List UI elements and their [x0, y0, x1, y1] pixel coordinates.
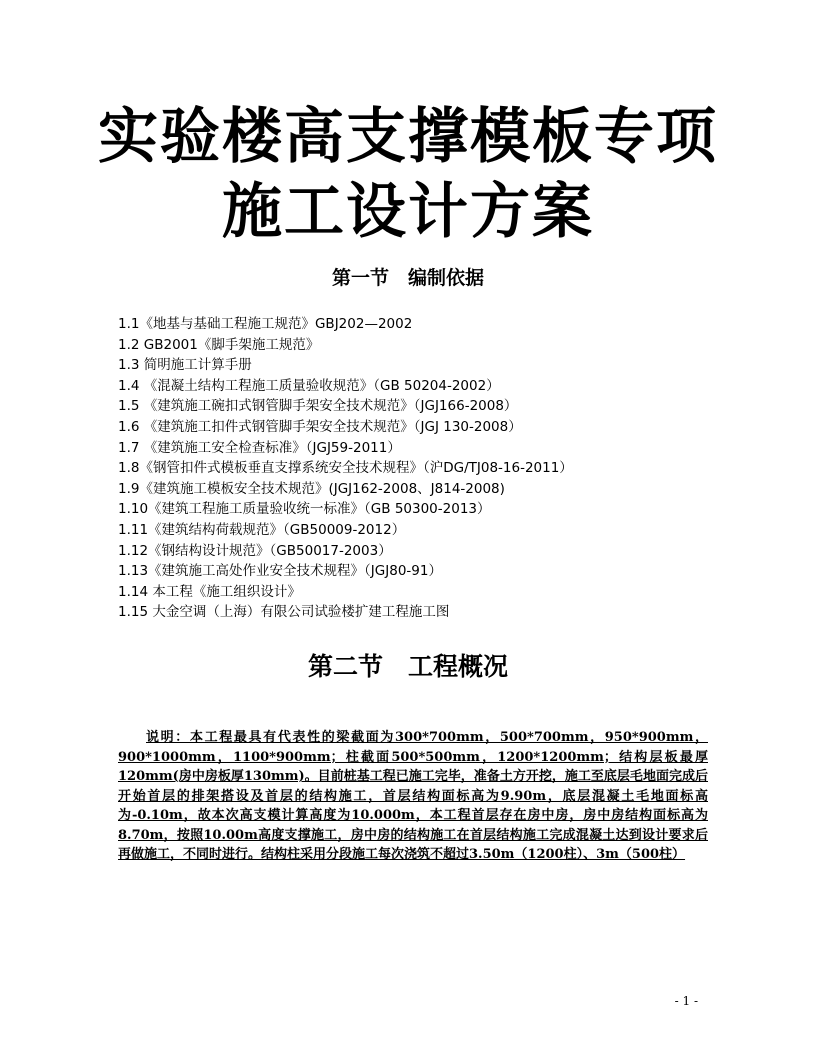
reference-item: 1.4 《混凝土结构工程施工质量验收规范》（GB 50204-2002）: [118, 377, 500, 394]
reference-item: 1.3 简明施工计算手册: [118, 357, 252, 374]
reference-item: 1.10《建筑工程施工质量验收统一标准》（GB 50300-2013）: [118, 501, 491, 518]
reference-item: 1.8《钢管扣件式模板垂直支撑系统安全技术规程》（沪DG/TJ08-16-2011）: [118, 460, 573, 477]
reference-item: 1.6 《建筑施工扣件式钢管脚手架安全技术规范》（JGJ 130-2008）: [118, 418, 522, 435]
reference-item: 1.13《建筑施工高处作业安全技术规程》（JGJ80-91）: [118, 563, 442, 580]
reference-item: 1.1《地基与基础工程施工规范》GBJ202—2002: [118, 316, 413, 332]
reference-list: [118, 314, 758, 623]
document-title-line-1: 实验楼高支撑模板专项: [98, 102, 718, 172]
section-1-heading: 第一节 编制依据: [331, 267, 484, 289]
reference-item: 1.7 《建筑施工安全检查标准》（JGJ59-2011）: [118, 439, 401, 456]
reference-item: 1.15 大金空调（上海）有限公司试验楼扩建工程施工图: [118, 604, 450, 621]
reference-item: 1.11《建筑结构荷载规范》（GB50009-2012）: [118, 521, 406, 538]
project-description: 说明：本工程最具有代表性的梁截面为300*700mm，500*700mm，950*900mm，900*1000mm，1100*900mm；柱截面500*500mm，1200*1200mm；结构层板最厚120mm(房中房板厚130mm)。目前桩基工程已施工完毕，准备土方开挖，施工至底层毛地面完成后开始首层的排架搭设及首层的结构施工，首层结构面标高为9.90m，底层混凝土毛地面标高为-0.10m，故本次高支模计算高度为10.000m，本工程首层存在房中房，房中房结构面标高为8.70m，按照10.00m高度支撑施工，房中房的结构施工在首层结构施工完成混凝土达到设计要求后再做施工，不同时进行。结构柱采用分段施工每次浇筑不超过3.50m（1200柱）、3m（500柱）: [118, 730, 708, 862]
section-2-heading: 第二节 工程概况: [307, 652, 508, 681]
reference-item: 1.2 GB2001《脚手架施工规范》: [118, 336, 320, 353]
reference-item: 1.9《建筑施工模板安全技术规范》(JGJ162-2008、J814-2008): [118, 480, 505, 497]
page-number: - 1 -: [674, 994, 698, 1008]
reference-item: 1.5 《建筑施工碗扣式钢管脚手架安全技术规范》（JGJ166-2008）: [118, 398, 518, 415]
document-title-line-2: 施工设计方案: [222, 177, 594, 247]
reference-item: 1.12《钢结构设计规范》（GB50017-2003）: [118, 542, 392, 559]
reference-item: 1.14 本工程《施工组织设计》: [118, 583, 301, 600]
